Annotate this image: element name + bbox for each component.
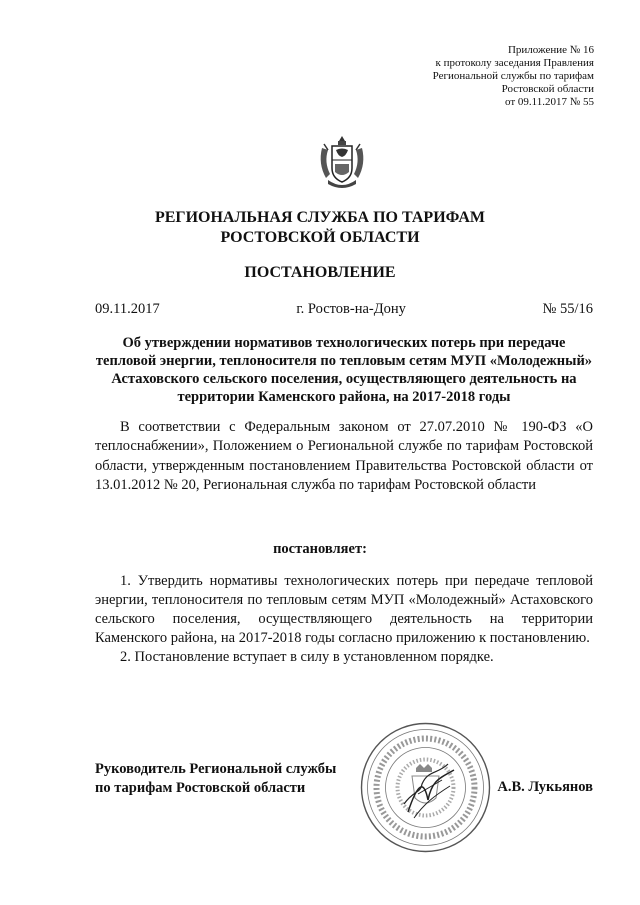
organization-line: РЕГИОНАЛЬНАЯ СЛУЖБА ПО ТАРИФАМ <box>154 209 486 226</box>
signatory-position-line: по тарифам Ростовской области <box>95 780 306 796</box>
appendix-note <box>354 44 594 109</box>
appendix-line: Ростовской области <box>501 83 594 95</box>
document-meta <box>95 301 593 318</box>
organization-line: РОСТОВСКОЙ ОБЛАСТИ <box>220 229 420 246</box>
document-date: 09.11.2017 <box>95 301 160 317</box>
appendix-line: Приложение № 16 <box>507 44 594 56</box>
appendix-line: Региональной службы по тарифам <box>432 70 594 82</box>
document-city: г. Ростов-на-Дону <box>296 301 406 317</box>
resolution-items <box>95 572 593 667</box>
document-subject: Об утверждении нормативов технологических потерь при передаче тепловой энергии, теплоносителя по тепловым сетям МУП «Молодежный» Астаховского сельского поселения, осуществляющего деятельность на территории Каменского района, на 2017-2018 годы <box>95 335 593 405</box>
appendix-line: к протоколу заседания Правления <box>435 57 594 69</box>
resolves-heading: постановляет: <box>273 541 367 557</box>
signatory-position <box>95 760 336 798</box>
document-number: № 55/16 <box>542 301 593 317</box>
resolution-item: 1. Утвердить нормативы технологических потерь при передаче тепловой энергии, теплоносителя по тепловым сетям МУП «Молодежный» Астаховского сельского поселения, осуществляющего деятельность на территории Каменского района, на 2017-2018 годы согласно приложению к постановлению. <box>95 573 593 646</box>
signatory-position-line: Руководитель Региональной службы <box>95 761 337 777</box>
coat-of-arms-icon <box>316 134 368 192</box>
appendix-line: от 09.11.2017 № 55 <box>505 96 594 108</box>
resolution-item: 2. Постановление вступает в силу в установленном порядке. <box>120 649 494 665</box>
document-type: ПОСТАНОВЛЕНИЕ <box>244 264 396 281</box>
preamble-paragraph: В соответствии с Федеральным законом от 27.07.2010 № 190-ФЗ «О теплоснабжении», Положением о Региональной службе по тарифам Ростовской области, утвержденным постановлением Правительства Ростовской области от 13.01.2012 № 20, Региональная служба по тарифам Ростовской области <box>95 419 593 493</box>
organization-name <box>0 208 640 248</box>
signatory-name: А.В. Лукьянов <box>497 779 593 795</box>
official-seal-icon <box>358 720 493 855</box>
